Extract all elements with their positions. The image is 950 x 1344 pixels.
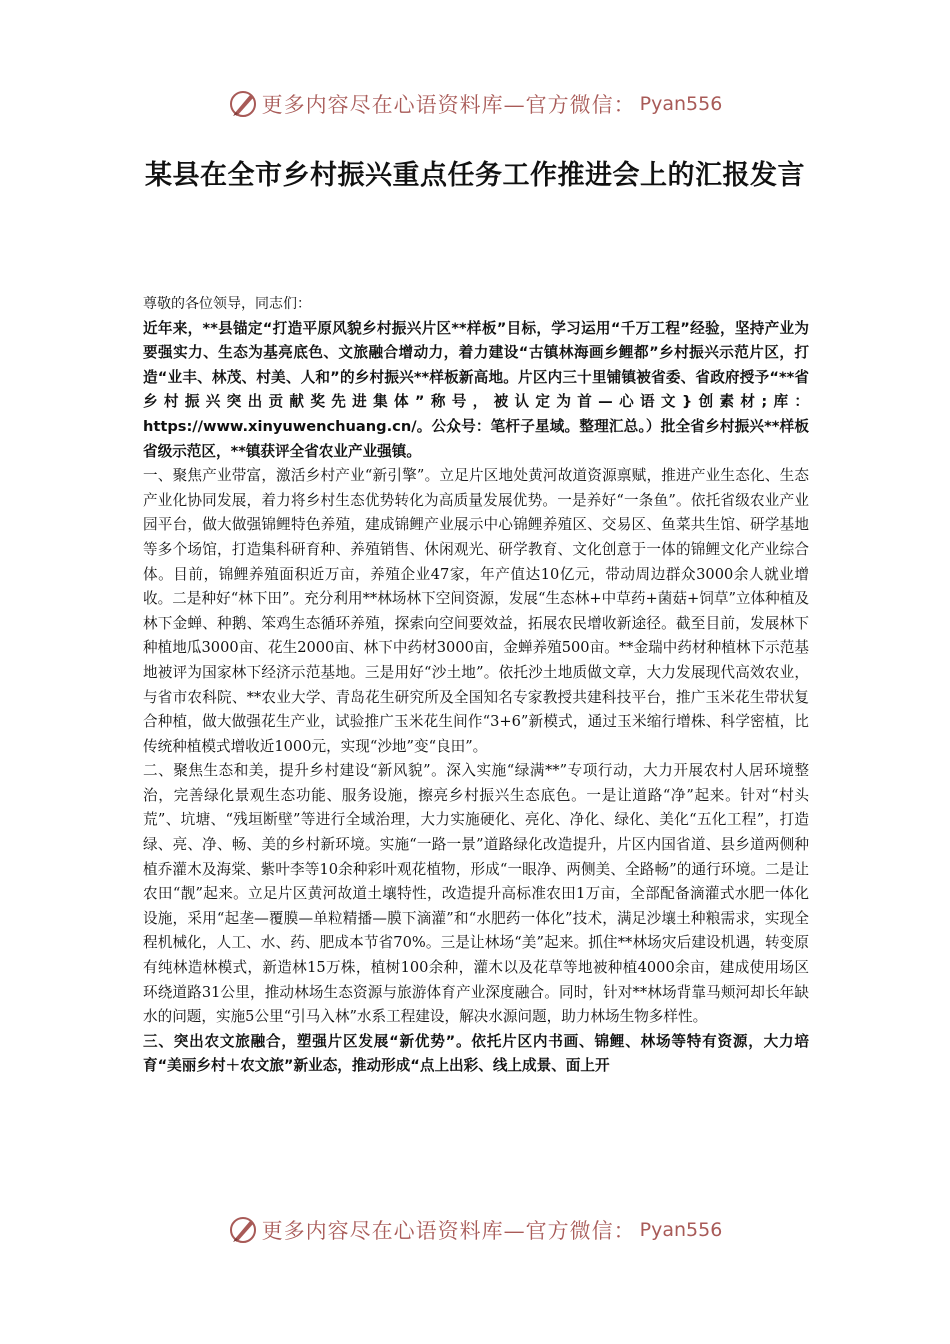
section-2-paragraph: 二、聚焦生态和美，提升乡村建设“新风貌”。深入实施“绿满**”专项行动，大力开展农村人居环境整治，完善绿化景观生态功能、服务设施，擦亮乡村振兴生态底色。一是让道路“净”起来。针对“村头荒”、坑塘、“残垣断壁”等进行全域治理，大力实施硬化、亮化、净化、绿化、美化“五化工程”，打造绿、亮、净、畅、美的乡村新环境。实施“一路一景”道路绿化改造提升，片区内国省道、县乡道两侧种植乔灌木及海棠、紫叶李等10余种彩叶观花植物，形成“一眼净、两侧美、全路畅”的通行环境。二是让农田“靓”起来。立足片区黄河故道土壤特性，改造提升高标准农田1万亩，全部配备滴灌式水肥一体化设施，采用“起垄—覆膜—单粒精播—膜下滴灌”和“水肥药一体化”技术，满足沙壤土种粮需求，实现全程机械化，人工、水、药、肥成本节省70%。三是让林场“美”起来。抓住**林场灾后建设机遇，转变原有纯林造林模式，新造林15万株，植树100余种，灌木以及花草等地被种植4000余亩，建成使用场区环绕道路31公里，推动林场生态资源与旅游体育产业深度融合。同时，针对**林场背靠马颊河却长年缺水的问题，实施5公里“引马入林”水系工程建设，解决水源问题，助力林场生物多样性。: [143, 762, 809, 1026]
watermark-text: 更多内容尽在心语资料库—官方微信：: [261, 93, 636, 117]
watermark-banner-top: [0, 84, 950, 124]
watermark-wechat-id: Pyan556: [639, 1219, 723, 1241]
section-3-paragraph: 三、突出农文旅融合，塑强片区发展“新优势”。依托片区内书画、锦鲤、林场等特有资源，大力培育“美丽乡村＋农文旅”新业态，推动形成“点上出彩、线上成景、面上开: [143, 1032, 809, 1075]
document-body: [143, 292, 809, 1079]
section-1-paragraph: 一、聚焦产业带富，激活乡村产业“新引擎”。立足片区地处黄河故道资源禀赋，推进产业生态化、生态产业化协同发展，着力将乡村生态优势转化为高质量发展优势。一是养好“一条鱼”。依托省级农业产业园平台，做大做强锦鲤特色养殖，建成锦鲤产业展示中心锦鲤养殖区、交易区、鱼菜共生馆、研学基地等多个场馆，打造集科研育种、养殖销售、休闲观光、研学教育、文化创意于一体的锦鲤文化产业综合体。目前，锦鲤养殖面积近万亩，养殖企业47家，年产值达10亿元，带动周边群众3000余人就业增收。二是种好“林下田”。充分利用**林场林下空间资源，发展“生态林+中草药+菌菇+饲草”立体种植及林下金蝉、种鹅、笨鸡生态循环养殖，探索向空间要效益，拓展农民增收新途径。截至目前，发展林下种植地瓜3000亩、花生2000亩、林下中药材3000亩，金蝉养殖500亩。**金瑞中药材种植林下示范基地被评为国家林下经济示范基地。三是用好“沙土地”。依托沙土地质做文章，大力发展现代高效农业，与省市农科院、**农业大学、青岛花生研究所及全国知名专家教授共建科技平台，推广玉米花生带状复合种植，做大做强花生产业，试验推广玉米花生间作“3+6”新模式，通过玉米缩行增株、科学密植，比传统种植模式增收近1000元，实现“沙地”变“良田”。: [143, 467, 809, 755]
pen-logo-icon: [228, 89, 258, 119]
document-title: 某县在全市乡村振兴重点任务工作推进会上的汇报发言: [145, 160, 805, 191]
intro-paragraph: 近年来，**县锚定“打造平原风貌乡村振兴片区**样板”目标，学习运用“千万工程”经验，坚持产业为要强实力、生态为基亮底色、文旅融合增动力，着力建设“古镇林海画乡鲤都”乡村振兴示范片区，打造“业丰、林茂、村美、人和”的乡村振兴**样板新高地。片区内三十里铺镇被省委、省政府授予“**省乡村振兴突出贡献奖先进集体”称号，被认定为首—心语文}创素材;库：https://www.xinyuwenchuang.cn/。公众号：笔杆子星域。整理汇总。）批全省乡村振兴**样板省级示范区，**镇获评全省农业产业强镇。: [143, 319, 809, 460]
pen-logo-icon: [228, 1215, 258, 1245]
greeting: 尊敬的各位领导，同志们：: [143, 296, 311, 312]
watermark-text: 更多内容尽在心语资料库—官方微信：: [261, 1219, 636, 1243]
watermark-wechat-id: Pyan556: [639, 93, 723, 115]
watermark-banner-bottom: [0, 1210, 950, 1250]
